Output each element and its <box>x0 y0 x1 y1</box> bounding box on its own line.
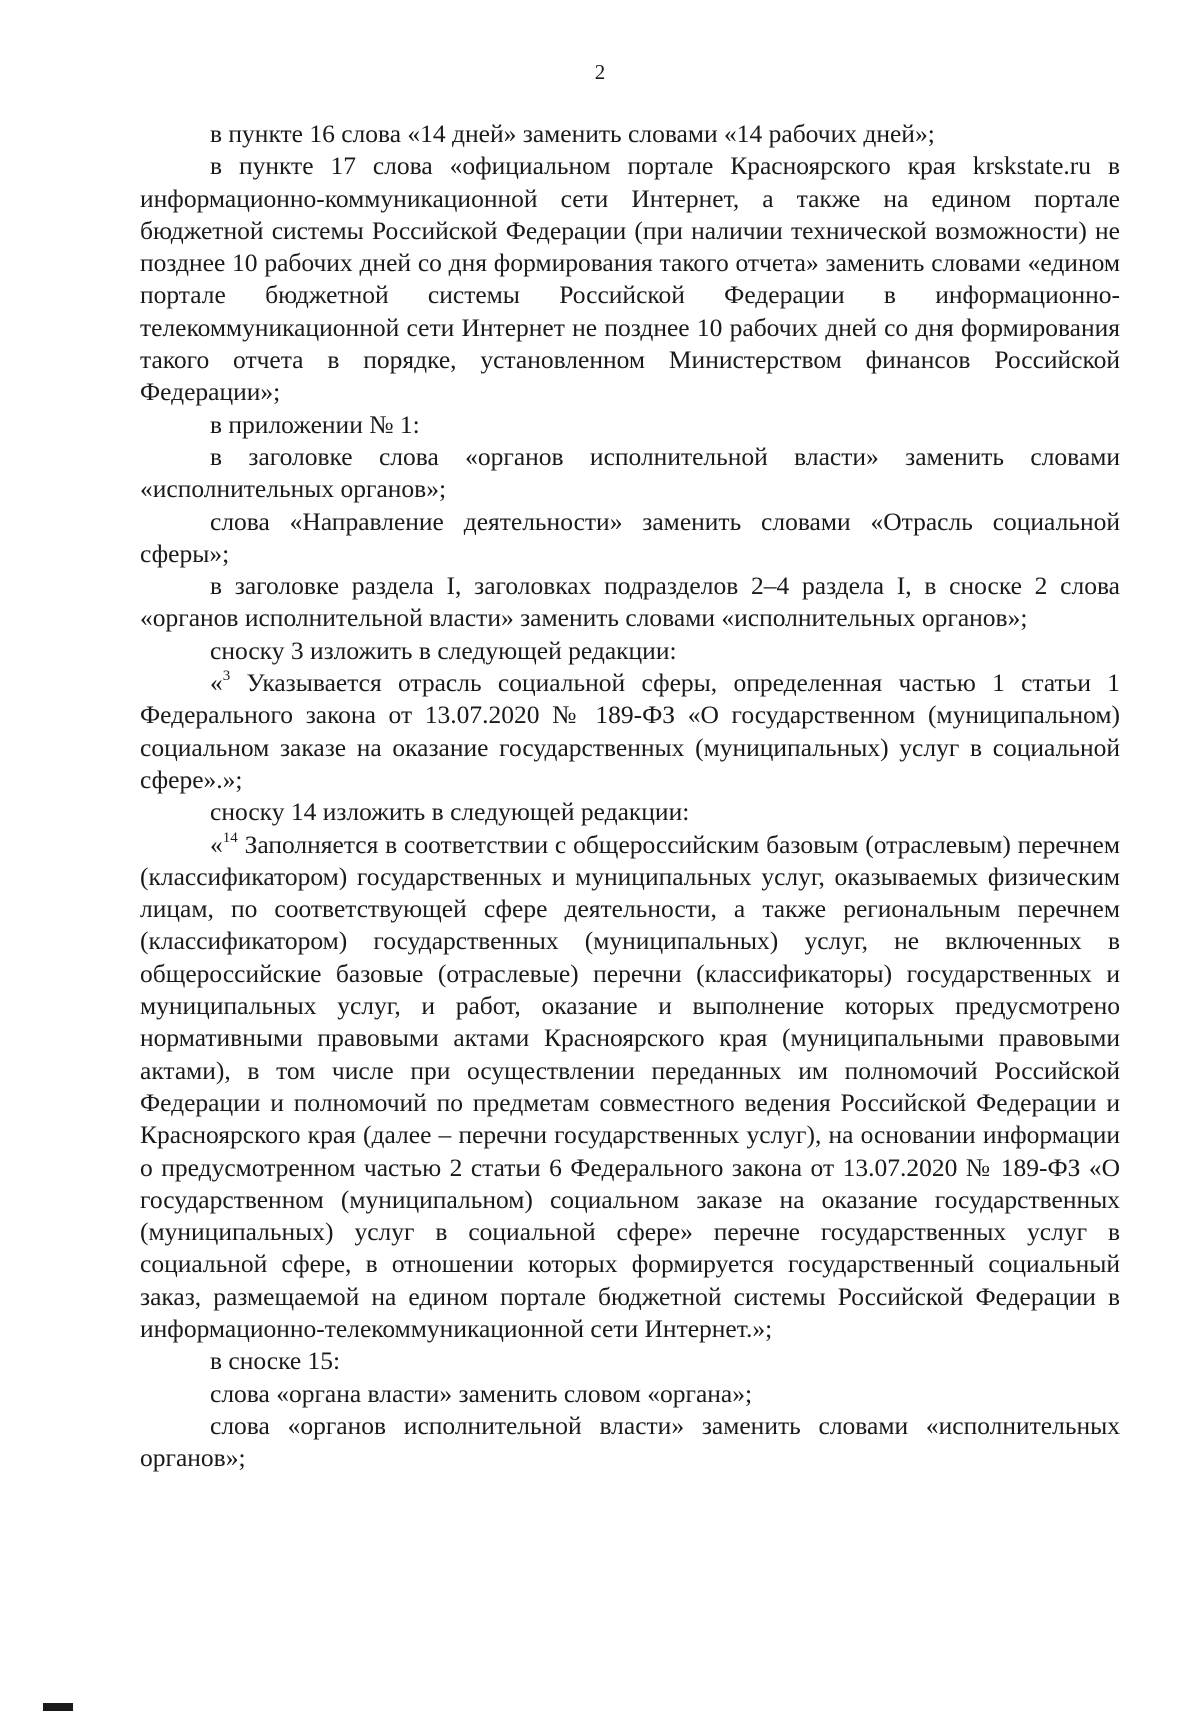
footnote-14-text <box>140 829 1120 1346</box>
page-number: 2 <box>594 60 606 84</box>
paragraph-2: в пункте 17 слова «официальном портале Красноярского края krskstate.ru в информационно-коммуникационной сети Интернет, а также на едином портале бюджетной системы Российской Федерации (при наличии технической возможности) не позднее 10 рабочих дней со дня формирования такого отчета» заменить словами «едином портале бюджетной системы Российской Федерации в информационно-телекоммуникационной сети Интернет не позднее 10 рабочих дней со дня формирования такого отчета в порядке, установленном Министерством финансов Российской Федерации»; <box>140 151 1120 407</box>
footnote-3-marker: 3 <box>222 668 231 685</box>
quote-open: « <box>210 668 223 698</box>
paragraph-11: в сноске 15: <box>210 1346 341 1376</box>
footnote-3-body: Указывается отрасль социальной сферы, определенная частью 1 статьи 1 Федерального закона от 13.07.2020 № 189-ФЗ «О государственном (муниципальном) социальном заказе на оказание государственных (муниципальных) услуг в социальной сфере».»; <box>140 668 1120 794</box>
scan-corner-mark <box>43 1703 73 1711</box>
footnote-3-text <box>140 667 1120 796</box>
paragraph-5: слова «Направление деятельности» заменить словами «Отрасль социальной сферы»; <box>140 506 1120 568</box>
paragraph-7: сноску 3 изложить в следующей редакции: <box>210 635 677 665</box>
paragraph-4: в заголовке слова «органов исполнительной власти» заменить словами «исполнительных органов»; <box>140 441 1120 504</box>
quote-open: « <box>210 829 223 859</box>
document-body <box>140 118 1120 1474</box>
paragraph-3: в приложении № 1: <box>210 409 420 439</box>
footnote-14-marker: 14 <box>222 829 238 846</box>
paragraph-6: в заголовке раздела I, заголовках подразделов 2–4 раздела I, в сноске 2 слова «органов исполнительной власти» заменить словами «исполнительных органов»; <box>140 571 1120 633</box>
paragraph-13: слова «органов исполнительной власти» заменить словами «исполнительных органов»; <box>140 1410 1120 1473</box>
paragraph-9: сноску 14 изложить в следующей редакции: <box>210 797 690 827</box>
paragraph-12: слова «органа власти» заменить словом «органа»; <box>210 1378 753 1408</box>
paragraph-1: в пункте 16 слова «14 дней» заменить словами «14 рабочих дней»; <box>210 119 935 148</box>
footnote-14-body: Заполняется в соответствии с общероссийским базовым (отраслевым) перечнем (классификатором) государственных и муниципальных услуг, оказываемых физическим лицам, по соответствующей сфере деятельности, а также региональным перечнем (классификатором) государственных (муниципальных) услуг, не включенных в общероссийские базовые (отраслевые) перечни (классификаторы) государственных и муниципальных услуг, и работ, оказание и выполнение которых предусмотрено нормативными правовыми актами Красноярского края (муниципальными правовыми актами), в том числе при осуществлении переданных им полномочий Российской Федерации и полномочий по предметам совместного ведения Российской Федерации и Красноярского края (далее – перечни государственных услуг), на основании информации о предусмотренном частью 2 статьи 6 Федерального закона от 13.07.2020 № 189-ФЗ «О государственном (муниципальном) социальном заказе на оказание государственных (муниципальных) услуг в социальной сфере» перечне государственных услуг в социальной сфере, в отношении которых формируется государственный социальный заказ, размещаемой на едином портале бюджетной системы Российской Федерации в информационно-телекоммуникационной сети Интернет.»; <box>140 829 1120 1343</box>
